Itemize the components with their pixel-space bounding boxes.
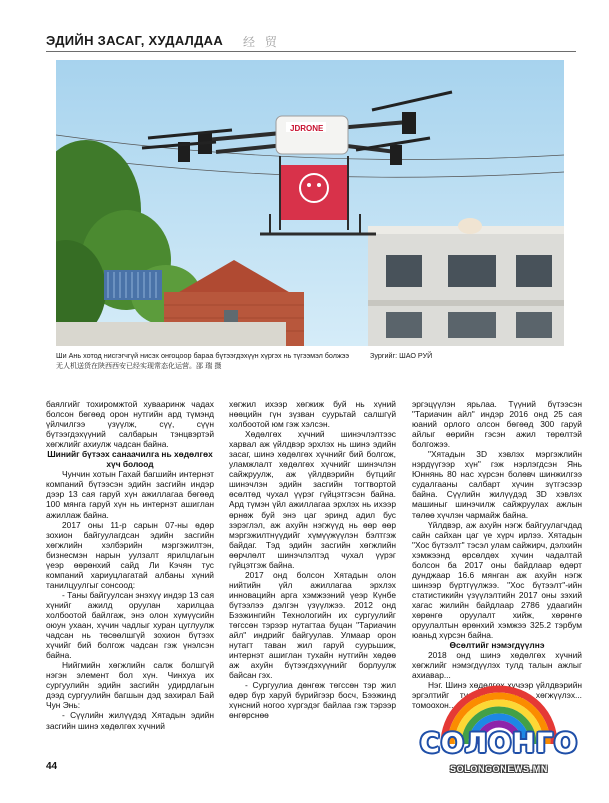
article-column-1 [46, 399, 214, 731]
subheading: Өсөлтийг нэмэгдүүлнэ [449, 640, 545, 651]
logo-site-text: SOLONGONEWS.MN [450, 764, 548, 774]
paragraph: 2017 онд болсон Хятадын олон нийтийн үйл ажиллагаа эрхлэх инновацийн арга хэмжээний үеэр Күнбе бүтээлээ дэлгэн үзүүлжээ. 2012 онд Бээжингийн Технологийн их сургуулийг төгссөн тэрээр нутагтаа буцан "Тариачин айл" индрийг байгуулав. Улмаар орон нутагт таван жил гаруй суурьшиж, интернэт ашиглан тухайн нутгийн хөдөө аж ахуйн бүтээгдэхүүнийг борлуулж байсан гэх. [229, 569, 396, 681]
article-column-2 [229, 399, 396, 721]
paragraph: Нэг. Шинэ хөдөлгөх хүчээр үйлдвэрийн эргэлтийг түлхүү шинээр хөгжүүлэх... томоохон... [412, 680, 582, 711]
logo-brand-text: СОЛОНГО [420, 728, 578, 759]
paragraph: 2018 онд шинэ хөдөлгөх хүчний хөгжлийг нэмэгдүүлэх тулд талын ажлыг ахиавар... [412, 650, 582, 681]
photo-caption-cn: 无人机送货在陕西西安已经实现常态化运营。邵 瑞 摄 [56, 362, 222, 370]
article-column-3 [412, 399, 582, 710]
paragraph: "Хятадын 3D хэвлэх мэргэжлийн нэрдүүгээр хүн" гэж нэрлэгдсэн Янь Юннянь 80 нас хүрсэн болөвч шинжилгээ судалгааны салбарт хүчин зүтгэсээр байна. Сүүлийн жилүүдэд 3D хэвлэх машиныг шинэчилж сайжруулах ажлын төлөө хүчлэн чармайж байна. [412, 449, 582, 520]
paragraph: хөгжил ихээр хөгжиж буй нь хүний нөөцийн гүн зүзван суурьтай салшгүй холбоотой юм гэж хэлсэн. [229, 399, 396, 430]
paragraph: Үйлдвэр, аж ахуйн нэгж байгуулагчдад сайн сайхан цаг үе хүрч ирлээ. Хятадын "Хос бүтээлт" тэсэл улам сайжирч, дэлхийн хэмжээнд өрсөлдөх хүчин чадалтай болсон ба 2017 оны байдлаар өдөрт дунджаар 16.6 мянган аж ахуйн нэгж шинээр бүртгүүлжээ. "Хос бүтээлт"-ийн статистикийн үзүүлэлтийн 2017 оны зэхий хагас жилийн байдлаар 2786 удаагийн хөрөнгө оруулалт хийж, хөрөнгө оруулалтын өрөнхий хэмжээ 325.2 тэрбум юаньд хүрсэн байна. [412, 519, 582, 641]
section-header [46, 32, 576, 52]
paragraph: эргэцүүлэн ярьлаа. Түүний бүтээсэн "Тариачин айл" индэр 2016 онд 25 сая юаний орлого олсон бөгөөд 300 гаруй айлыг өөрийн гэсэн ажил төрөлтэй болгожээ. [412, 399, 582, 450]
paragraph: баялгийг тохиромжтой хувааринж чадах болсон бөгөөд орон нутгийн ард түмэнд үйлчилгээ үзүүлж, сүү, сүүн бүтээгдэхүүний салбарын тэнцвэртэй хөгжлийг ахиулж чадсан байна. [46, 399, 214, 450]
drone-brand-label: JDRONE [290, 124, 324, 133]
solongo-logo [420, 678, 578, 794]
page-number: 44 [46, 761, 58, 772]
section-title-cn: 经 贸 [243, 35, 280, 49]
photo-caption-mn: Ши Ань хотод нисгэгчгүй нисэх онгоцоор бараа бүтээгдэхүүн хүргэх нь түгээмэл болжээ [56, 351, 350, 360]
paragraph: Нийгмийн хөгжлийн салж болшгүй нэгэн элемент бол хүн. Чинхуа их сургуулийн эдийн засгийн удирдлагын дээд сургуулийн багшын дэд захирал Бай Чун Энь: [46, 660, 214, 711]
paragraph: - Сургуулиа дөнгөж төгссөн тэр жил өдөр бүр харуй бүрийгээр босч, Бээжинд хүнсний ногоо хүргэдэг байлаа гэж тэрээр өнгөрснөө [229, 680, 396, 721]
paragraph: Хөдөлгөх хүчний шинэчлэлтээс харвал аж үйлдвэр эрхлэх нь шинэ эдийн засаг, шинэ хөдөлгөх хүчнийг бий болгож, уламжлалт хөдөлгөх хүчнийг шинэчлэн сайжруулж, аж үйлдвэрийн бүтцийг шинэчлэн эдийн засгийн тогтвортой өсөлтөд чухал үүрэг гүйцэтгэсэн байна. Ард түмэн үйл ажиллагаа эрхлэх нь ихээр өрнөж буй энэ цаг эринд адил бус зэрэглэл, аж ахуйн нэгжүүд нь өөр өөр мэргэжилтнүүдийг хүмүүжүүлэн бэлтгэж байдаг. Тэд эдийн засгийн хөгжлийн өөрчлөлт шинэчлэлтэд чухал үүрэг гүйцэтгэж байна. [229, 429, 396, 570]
header-rule [46, 51, 576, 52]
photo-credit: Зургийг: ШАО РУЙ [370, 351, 433, 360]
paragraph: 2017 оны 11-р сарын 07-ны өдөр зохион байгуулагдсан эдийн засгийн хөгжлийн хэлбэрийн мэргэжилтэн, бизнесмэн нарын уулзалт ярилцлагын үеэр өөрөнхий сайд Ли Кэчян тус компаний хариуцлагатай албаны хүний танилцуулгыг сонсоод: [46, 519, 214, 590]
drone-photo [56, 60, 564, 346]
subheading: Шинийг бүтээх санаачилга нь хөдөлгөх хүч болоод [47, 449, 213, 470]
paragraph: - Сүүлийн жилүүдэд Хятадын эдийн засгийн шинэ хөдөлгөх хүчний [46, 710, 214, 731]
paragraph: Чунчин хотын Гахай багшийн интернэт компаний бүтээсэн эдийн засгийн индэр дээр 13 сая гаруй хүн ажиллагаа бөгөөд 100 мянга гаруй хүн нь интернэт ашиглан ажиллаж байна. [46, 469, 214, 520]
section-title: ЭДИЙН ЗАСАГ, ХУДАЛДАА [46, 33, 224, 48]
paragraph: - Таны байгуулсан энэхүү индэр 13 сая хүнийг ажилд оруулан харилцаа холбоотой байлгаж, энэ олон хүмүүсийн оюун ухаан, хүчин чадлыг хуран цуглуулж чадсан нь төсөөлшгүй зохион бүтээх хүчийг бий болгож чадсан гэж үнэлсэн байна. [46, 589, 214, 661]
